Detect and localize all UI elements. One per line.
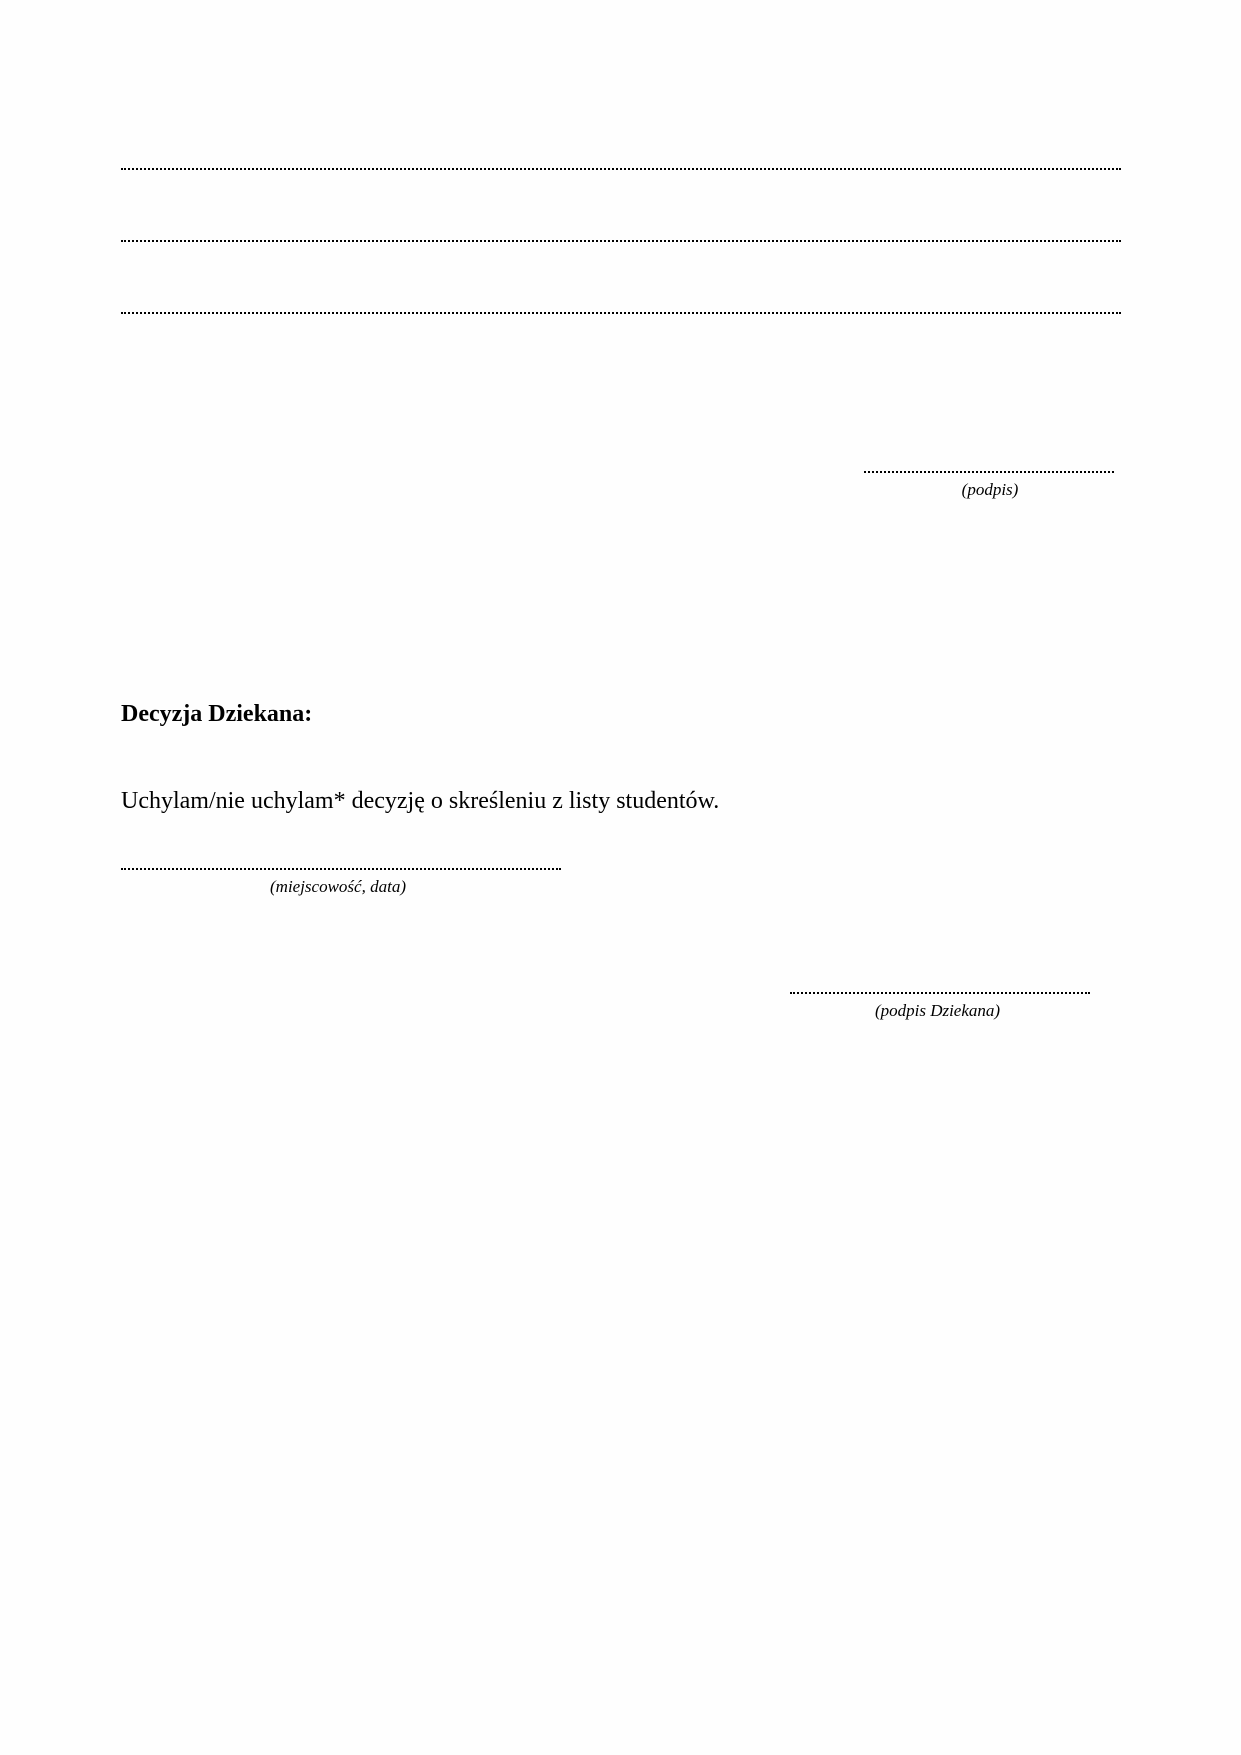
student-signature-caption: (podpis) <box>961 480 1019 499</box>
dean-signature-caption: (podpis Dziekana) <box>874 1001 1001 1020</box>
justification-line-3[interactable] <box>121 312 1121 314</box>
place-date-line[interactable] <box>121 868 561 870</box>
justification-line-2[interactable] <box>121 240 1121 242</box>
justification-line-1[interactable] <box>121 168 1121 170</box>
decision-heading: Decyzja Dziekana: <box>121 701 313 727</box>
place-date-caption: (miejscowość, data) <box>270 877 406 896</box>
decision-statement: Uchylam/nie uchylam* decyzję o skreśleniu z listy studentów. <box>121 788 720 814</box>
dean-signature-line[interactable] <box>790 992 1090 994</box>
student-signature-line[interactable] <box>864 471 1114 473</box>
